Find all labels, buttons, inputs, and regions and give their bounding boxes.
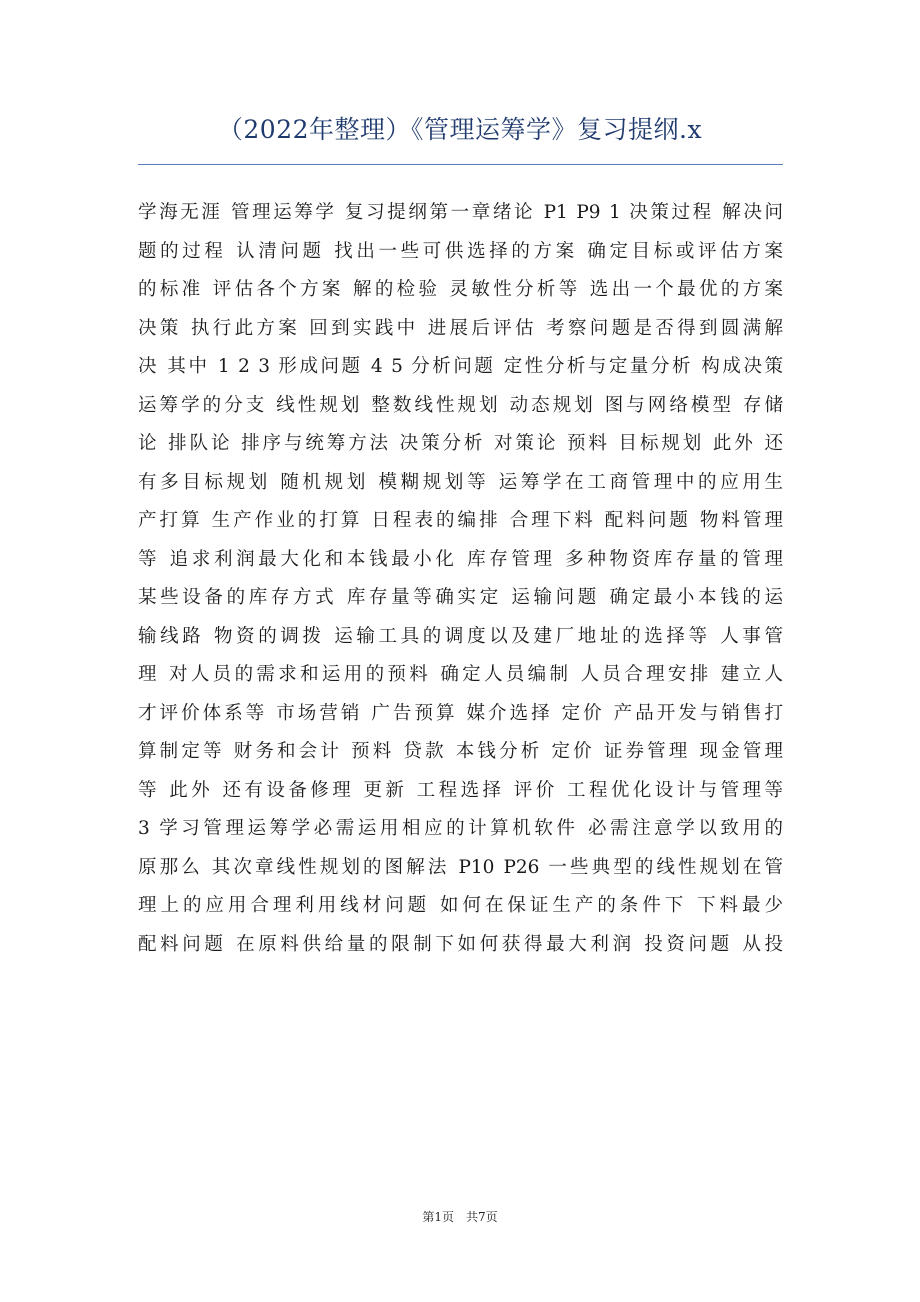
body-line: 理上的应用合理利用线材问题 如何在保证生产的条件下 下料最少 [138,895,783,916]
body-line: 某些设备的库存方式 库存量等确实定 运输问题 确定最小本钱的运 [138,587,783,608]
page-number: 第1页 共7页 [422,1210,498,1224]
body-line: 决策 执行此方案 回到实践中 进展后评估 考察问题是否得到圆满解 [138,317,783,339]
body-line: 等 追求利润最大化和本钱最小化 库存管理 多种物资库存量的管理 [138,548,783,570]
title-divider [138,164,783,165]
body-line: 配料问题 在原料供给量的限制下如何获得最大利润 投资问题 从投 [138,933,783,955]
body-line: 等 此外 还有设备修理 更新 工程选择 评价 工程优化设计与管理等 [138,779,783,801]
body-line: 论 排队论 排序与统筹方法 决策分析 对策论 预料 目标规划 此外 还 [138,433,783,454]
body-line: 决 其中 1 2 3 形成问题 4 5 分析问题 定性分析与定量分析 构成决策 [138,356,783,377]
body-line: 产打算 生产作业的打算 日程表的编排 合理下料 配料问题 物料管理 [138,510,783,531]
body-line: 算制定等 财务和会计 预料 贷款 本钱分析 定价 证券管理 现金管理 [138,741,783,762]
body-line: 题的过程 认清问题 找出一些可供选择的方案 确定目标或评估方案 [138,240,783,262]
document-title: （2022年整理）《管理运筹学》复习提纲.x [217,115,703,144]
body-line: 理 对人员的需求和运用的预料 确定人员编制 人员合理安排 建立人 [138,664,783,685]
body-line: 3 学习管理运筹学必需运用相应的计算机软件 必需注意学以致用的 [138,818,783,839]
body-line: 的标准 评估各个方案 解的检验 灵敏性分析等 选出一个最优的方案 [138,279,783,300]
body-line: 才评价体系等 市场营销 广告预算 媒介选择 定价 产品开发与销售打 [138,702,783,724]
body-line: 学海无涯 管理运筹学 复习提纲第一章绪论 P1 P9 1 决策过程 解决问 [138,202,783,223]
body-line: 输线路 物资的调拨 运输工具的调度以及建厂地址的选择等 人事管 [138,625,783,647]
body-line: 有多目标规划 随机规划 模糊规划等 运筹学在工商管理中的应用生 [138,471,783,493]
body-line: 运筹学的分支 线性规划 整数线性规划 动态规划 图与网络模型 存储 [138,394,783,416]
body-line: 原那么 其次章线性规划的图解法 P10 P26 一些典型的线性规划在管 [138,856,783,878]
document-body [138,194,783,964]
